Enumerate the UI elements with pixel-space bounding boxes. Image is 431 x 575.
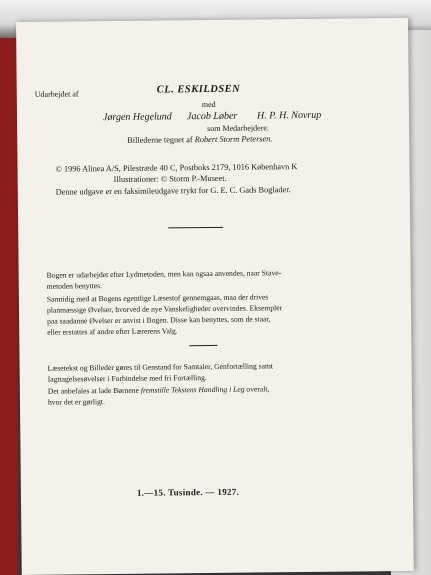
with-label: med <box>201 99 216 110</box>
divider-2 <box>189 345 217 346</box>
illustrations-copyright: Illustrationer: © Storm P.-Museet. <box>113 173 227 184</box>
paragraph-4-line-2: hvor det er gørligt. <box>47 397 105 407</box>
author-name: CL. ESKILDSEN <box>156 83 241 96</box>
paragraph-2-line-2: planmæssige Øvelser, hvorved de nye Vanskeligheder overvindes. Eksempler <box>46 303 283 315</box>
collaborators-role: som Medarbejdere. <box>207 123 269 134</box>
paragraph-3-line-1: Læsetekst og Billeder gøres til Genstand for Samtaler, Genfortælling samt <box>47 361 274 373</box>
collaborator-1: Jørgen Hegelund <box>102 111 172 124</box>
paragraph-1-line-1: Bogen er udarbejdet efter Lydmetoden, men kan ogsaa anvendes, naar Stave- <box>46 268 282 280</box>
paragraph-2-line-4: eller erstattes af andre efter Lærerens Valg. <box>47 326 178 337</box>
book-cover-edge <box>0 38 18 575</box>
divider-1 <box>168 227 223 229</box>
book-page <box>16 18 414 575</box>
copyright-line: © 1996 Alinea A/S, Pilestræde 40 C, Postboks 2179, 1016 København K <box>55 162 298 174</box>
collaborator-3: H. P. H. Novrup <box>256 109 322 122</box>
prepared-by-label: Udarbejdet af <box>34 89 79 99</box>
paragraph-3-line-2: Iagttagelsesøvelser i Forbindelse med fri Fortælling. <box>47 373 207 384</box>
paragraph-4-line-1: Det anbefales at lade Børnene fremstille Tekstens Handling i Leg overalt, <box>47 384 270 396</box>
paragraph-1-line-2: metoden benyttes. <box>46 281 103 291</box>
collaborator-2: Jacob Løber <box>186 110 238 123</box>
paragraph-2-line-1: Samtidig med at Bogens egentlige Læsestof gennemgaas, maa der drives <box>46 292 269 304</box>
paragraph-2-line-3: paa saadanne Øvelser er anvist i Bogen. Disse kan benyttes, som de staar, <box>47 314 271 326</box>
illustrator-name: Robert Storm Petersen. <box>194 134 273 145</box>
facsimile-note: Denne udgave er en faksimileudgave trykt for G. E. C. Gads Boglader. <box>55 185 291 197</box>
emphasized-phrase: fremstille Tekstens Handling i Leg <box>140 384 245 395</box>
edition-line: 1.—15. Tusinde. — 1927. <box>136 486 240 498</box>
illustrations-credit: Billederne tegnet af Robert Storm Petersen. <box>127 134 273 145</box>
